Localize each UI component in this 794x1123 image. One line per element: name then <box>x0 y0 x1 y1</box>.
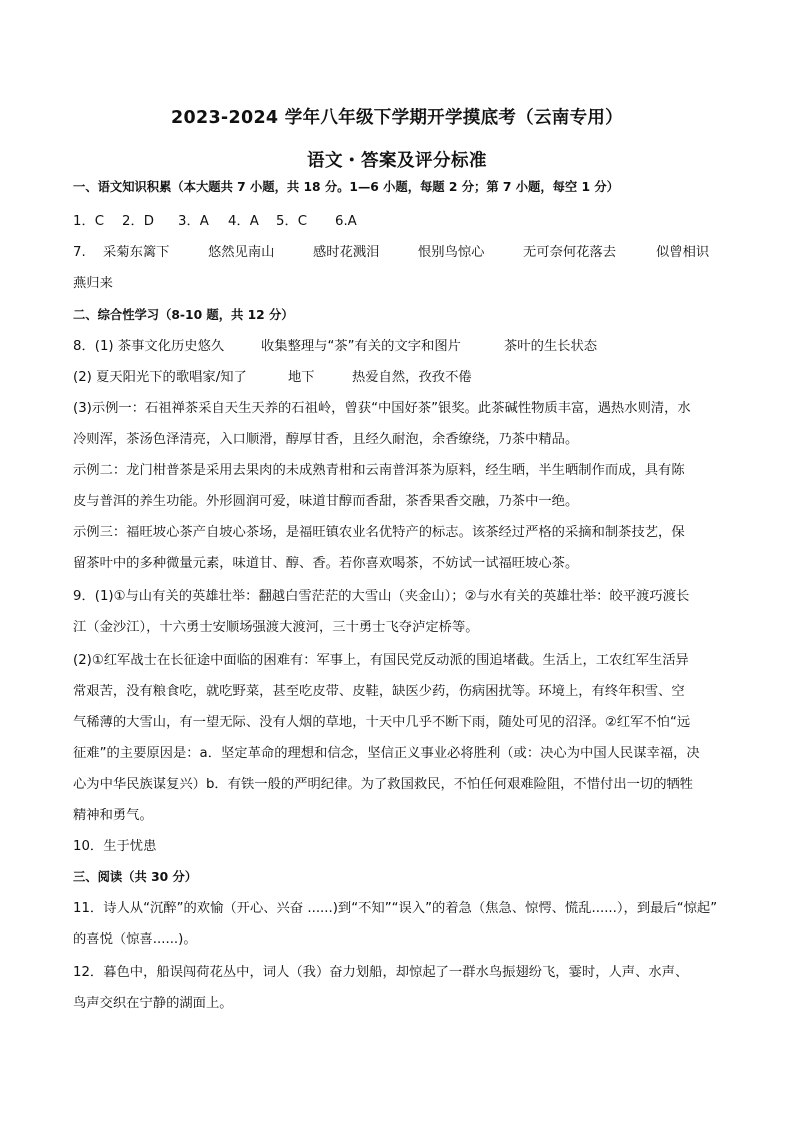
answer-2: 2．D <box>122 214 154 229</box>
q7-blank-5: 无可奈何花落去 <box>523 245 617 260</box>
q11-line-2: 的喜悦（惊喜......)。 <box>73 932 197 947</box>
q8-3-line-5: 示例三：福旺坡心茶产自坡心茶场，是福旺镇农业名优特产的标志。该茶经过严格的采摘和制茶技艺，保 <box>73 525 685 540</box>
document-title: 2023-2024 学年八年级下学期开学摸底考（云南专用） <box>171 108 623 128</box>
q7-blank-6: 似曾相识 <box>656 245 710 260</box>
section-3-heading: 三、阅读（共 30 分） <box>73 870 198 884</box>
answer-4: 4．A <box>228 214 259 229</box>
answer-1: 1．C <box>73 214 105 229</box>
q7-blank-4: 恨别鸟惊心 <box>418 245 485 260</box>
q11-line-1: 11．诗人从“沉醉”的欢愉（开心、兴奋 ......)到“不知”“误入”的着急（焦急、惊愕、慌乱......），到最后“惊起” <box>73 901 718 916</box>
document-subtitle: 语文・答案及评分标准 <box>307 151 487 171</box>
q8-3-line-6: 留茶叶中的多种微量元素，味道甘、醇、香。若你喜欢喝茶，不妨试一试福旺坡心茶。 <box>73 556 579 571</box>
q9-2-line-1: (2)①红军战士在长征途中面临的困难有：军事上，有国民党反动派的围追堵截。生活上，工农红军生活异 <box>73 653 689 668</box>
q8-3-line-4: 皮与普洱的养生功能。外形圆润可爱，味道甘醇而香甜，茶香果香交融，乃茶中一绝。 <box>73 494 579 509</box>
section-2-heading: 二、综合性学习（8-10 题，共 12 分） <box>73 308 294 322</box>
q9-2-line-6: 精神和勇气。 <box>73 808 153 823</box>
q7-blank-3: 感时花溅泪 <box>313 245 380 260</box>
q7-number: 7. <box>73 245 86 260</box>
q9-2-line-2: 常艰苦，没有粮食吃，就吃野菜，甚至吃皮带、皮鞋，缺医少药，伤病困扰等。环境上，有终年积雪、空 <box>73 684 685 699</box>
q12-line-1: 12．暮色中，船误闯荷花丛中，词人（我）奋力划船，却惊起了一群水鸟振翅纷飞，霎时，人声、水声、 <box>73 965 689 980</box>
answer-6: 6.A <box>335 214 357 229</box>
q10-answer: 10．生于忧患 <box>73 839 157 854</box>
q7-blank-1: 采菊东篱下 <box>103 245 170 260</box>
answer-3: 3．A <box>178 214 209 229</box>
answer-5: 5．C <box>276 214 308 229</box>
q8-1-answer-a: 8．(1) 茶事文化历史悠久 <box>73 339 225 354</box>
q9-1-line-1: 9．(1)①与山有关的英雄壮举：翻越白雪茫茫的大雪山（夹金山）；②与水有关的英雄壮举：皎平渡巧渡长 <box>73 589 690 604</box>
q8-2-answer-b: 地下 <box>288 370 315 385</box>
q7-blank-2: 悠然见南山 <box>208 245 275 260</box>
q8-1-answer-c: 茶叶的生长状态 <box>504 339 598 354</box>
q9-2-line-3: 气稀薄的大雪山，有一望无际、没有人烟的草地，十天中几乎不断下雨，随处可见的沼泽。②红军不怕“远 <box>73 715 691 730</box>
q8-2-answer-a: (2) 夏天阳光下的歌唱家/知了 <box>73 370 247 385</box>
q9-2-line-4: 征难”的主要原因是：a．坚定革命的理想和信念，坚信正义事业必将胜利（或：决心为中国人民谋幸福，决 <box>73 746 700 761</box>
q8-3-line-2: 冷则浑，茶汤色泽清亮，入口顺滑，醇厚甘香，且经久耐泡，余香缭绕，乃茶中精品。 <box>73 432 579 447</box>
q9-1-line-2: 江（金沙江），十六勇士安顺场强渡大渡河，三十勇士飞夺泸定桥等。 <box>73 620 479 635</box>
q8-2-answer-c: 热爱自然，孜孜不倦 <box>352 370 472 385</box>
q8-3-line-1: (3)示例一：石祖禅茶采自天生天养的石祖岭，曾获“中国好茶”银奖。此茶碱性物质丰富，遇热水则清，水 <box>73 401 691 416</box>
q12-line-2: 鸟声交织在宁静的湖面上。 <box>73 996 233 1011</box>
q9-2-line-5: 心为中华民族谋复兴）b．有铁一般的严明纪律。为了救国救民，不怕任何艰难险阻，不惜付出一切的牺牲 <box>73 777 694 792</box>
q8-3-line-3: 示例二：龙门柑普茶是采用去果肉的未成熟青柑和云南普洱茶为原料，经生晒，半生晒制作而成，具有陈 <box>73 463 685 478</box>
q7-continuation: 燕归来 <box>73 276 113 291</box>
q8-1-answer-b: 收集整理与“茶”有关的文字和图片 <box>261 339 461 354</box>
section-1-heading: 一、语文知识积累（本大题共 7 小题，共 18 分。1—6 小题，每题 2 分；第 7 小题，每空 1 分） <box>73 180 619 194</box>
